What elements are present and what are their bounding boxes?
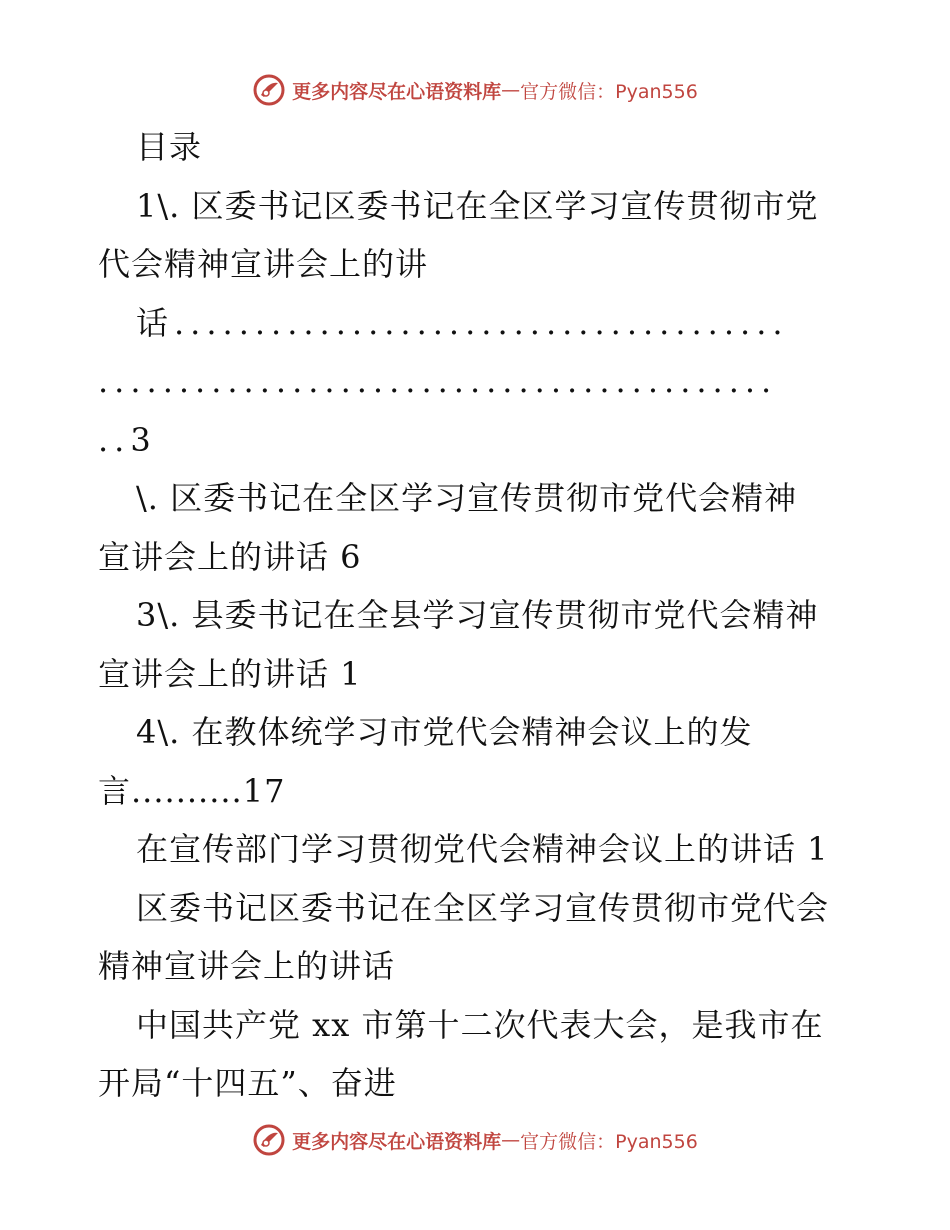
body-paragraph-line-2: 开局“十四五”、奋进 <box>98 1064 397 1102</box>
document-body <box>98 118 858 1113</box>
body-paragraph-line-1: 中国共产党 xx 市第十二次代表大会，是我市在 <box>136 1005 824 1044</box>
header-watermark <box>0 70 950 110</box>
toc-entry-1-line-2: 代会精神宣讲会上的讲 <box>98 245 429 283</box>
toc-entry-2-line-1: \. 区委书记在全区学习宣传贯彻市党代会精神 <box>136 479 798 517</box>
toc-entry-2-line-2: 宣讲会上的讲话 6 <box>98 537 362 576</box>
toc-entry-1-line-3: 话...................................... <box>136 303 789 342</box>
watermark-main-text: 更多内容尽在心语资料库 <box>292 80 502 103</box>
footer-watermark <box>0 1120 950 1160</box>
toc-entry-1-page: ..3 <box>98 420 157 459</box>
watermark-main-text: 更多内容尽在心语资料库 <box>292 1130 502 1153</box>
toc-entry-4-line-2: 言..........17 <box>98 771 286 810</box>
logo-icon <box>252 73 286 107</box>
toc-heading: 目录 <box>136 128 203 166</box>
toc-entry-1-line-4: .......................................... <box>98 362 778 400</box>
toc-entry-4-line-1: 4\. 在教体统学习市党代会精神会议上的发 <box>136 713 753 751</box>
watermark-separator: — <box>501 1129 521 1151</box>
toc-entry-1-line-1: 1\. 区委书记区委书记在全区学习宣传贯彻市党 <box>136 186 819 225</box>
toc-entry-5: 在宣传部门学习贯彻党代会精神会议上的讲话 1 <box>136 830 829 868</box>
watermark-wechat-id: 官方微信：Pyan556 <box>520 1130 698 1153</box>
section-title-line-2: 精神宣讲会上的讲话 <box>98 947 396 985</box>
toc-entry-3-line-1: 3\. 县委书记在全县学习宣传贯彻市党代会精神 <box>136 596 819 634</box>
watermark-separator: — <box>501 79 521 101</box>
section-title-line-1: 区委书记区委书记在全区学习宣传贯彻市党代会 <box>136 888 830 927</box>
watermark-wechat-id: 官方微信：Pyan556 <box>520 80 698 103</box>
logo-icon <box>252 1123 286 1157</box>
toc-entry-3-line-2: 宣讲会上的讲话 1 <box>98 654 362 693</box>
